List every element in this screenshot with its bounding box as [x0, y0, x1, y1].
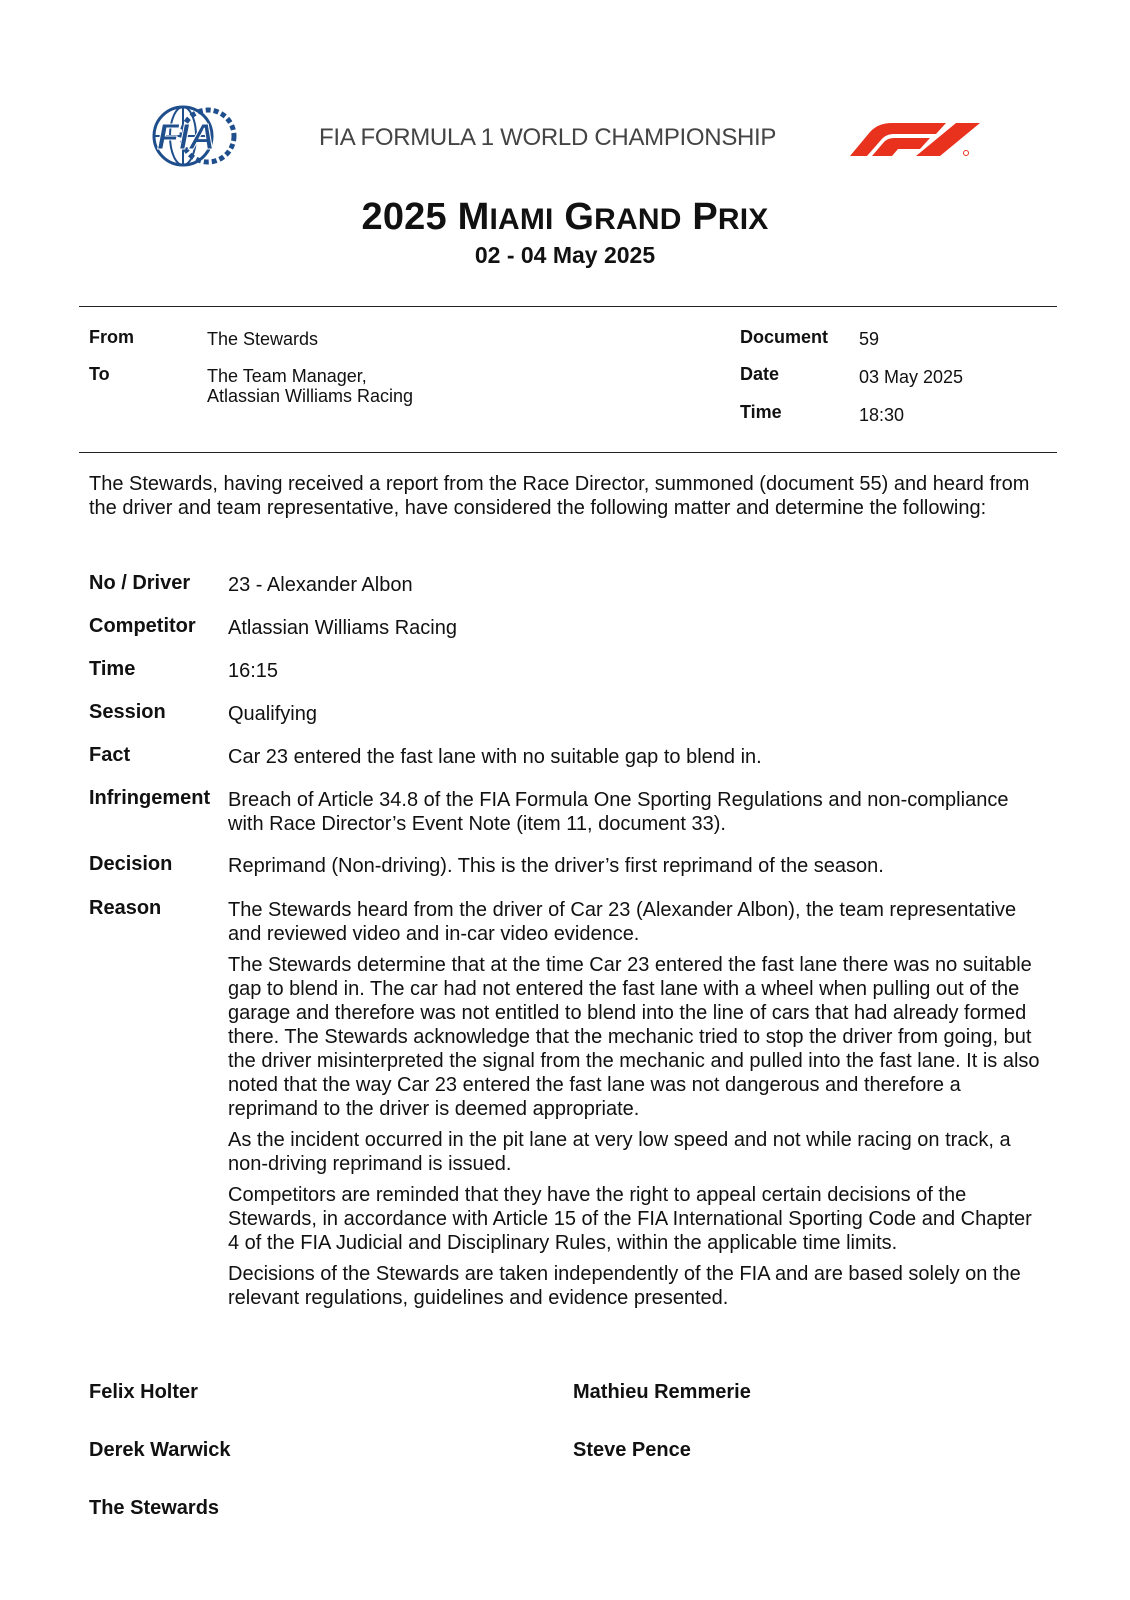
- fact-value: Car 23 entered the fast lane with no suitable gap to blend in.: [228, 746, 762, 768]
- event-title: 2025 MIAMI GRAND PRIX: [361, 196, 769, 238]
- decision-label: Decision: [89, 853, 173, 875]
- document-label: Document: [740, 327, 829, 347]
- signatory-1: Felix Holter: [89, 1381, 198, 1403]
- signatory-3: Derek Warwick: [89, 1439, 231, 1461]
- from-label: From: [89, 327, 134, 347]
- date-label: Date: [740, 364, 780, 384]
- from-value: The Stewards: [207, 329, 319, 349]
- document-value: 59: [859, 329, 880, 349]
- time-value: 18:30: [859, 405, 905, 425]
- fia-logo: [142, 104, 237, 168]
- f1-logo: [850, 120, 985, 158]
- reason-paragraph: The Stewards determine that at the time Car 23 entered the fast lane there was no suitable gap to blend in. The car had not entered the fast lane with a wheel when pulling out of the garage and therefore was not entitled to blend into the line of cars that had already formed there. The Stewards acknowledge that the mechanic tried to stop the driver from going, but the driver misinterpreted the signal from the mechanic and pulled into the fast lane. It is also noted that the way Car 23 entered the fast lane was not dangerous and therefore a reprimand to the driver is deemed appropriate.: [228, 954, 1040, 1120]
- to-line1: The Team Manager,: [207, 366, 367, 386]
- signatory-2: Mathieu Remmerie: [573, 1381, 751, 1403]
- reason-body: [228, 898, 1048, 1317]
- to-line2: Atlassian Williams Racing: [207, 386, 414, 406]
- intro-paragraph: The Stewards, having received a report from the Race Director, summoned (document 55) and heard from the driver and team representative, have considered the following matter and determine the following:: [89, 473, 1030, 519]
- event-dates: 02 - 04 May 2025: [474, 242, 656, 268]
- reason-paragraph: Decisions of the Stewards are taken independently of the FIA and are based solely on the relevant regulations, guidelines and evidence presented.: [228, 1263, 1021, 1309]
- session-value: Qualifying: [228, 703, 317, 725]
- time-label: Time: [740, 402, 782, 422]
- session-time-label: Time: [89, 658, 136, 680]
- driver-label: No / Driver: [89, 572, 191, 594]
- reason-paragraph: As the incident occurred in the pit lane at very low speed and not while racing on track, a non-driving reprimand is issued.: [228, 1129, 1011, 1175]
- infringement-value: Breach of Article 34.8 of the FIA Formula One Sporting Regulations and non-compliance with Race Director’s Event Note (item 11, document 33).: [228, 789, 1009, 835]
- competitor-label: Competitor: [89, 615, 196, 637]
- reason-paragraph: Competitors are reminded that they have the right to appeal certain decisions of the Stewards, in accordance with Article 15 of the FIA International Sporting Code and Chapter 4 of the FIA Judicial and Disciplinary Rules, within the applicable time limits.: [228, 1184, 1032, 1254]
- to-value: [207, 366, 413, 406]
- championship-title: FIA FORMULA 1 WORLD CHAMPIONSHIP: [319, 124, 777, 151]
- infringement-label: Infringement: [89, 787, 211, 809]
- header-divider: [79, 306, 1057, 307]
- decision-value: Reprimand (Non-driving). This is the driver’s first reprimand of the season.: [228, 855, 884, 877]
- competitor-value: Atlassian Williams Racing: [228, 617, 457, 639]
- fact-label: Fact: [89, 744, 131, 766]
- reason-paragraph: The Stewards heard from the driver of Car 23 (Alexander Albon), the team representative and reviewed video and in-car video evidence.: [228, 899, 1017, 945]
- driver-value: 23 - Alexander Albon: [228, 574, 413, 596]
- date-value: 03 May 2025: [859, 367, 964, 387]
- closing-signature: The Stewards: [89, 1497, 220, 1519]
- svg-text:FIA: FIA: [157, 116, 215, 157]
- reason-label: Reason: [89, 897, 162, 919]
- meta-divider: [79, 452, 1057, 453]
- signatory-4: Steve Pence: [573, 1439, 691, 1461]
- to-label: To: [89, 364, 110, 384]
- session-time-value: 16:15: [228, 660, 279, 682]
- session-label: Session: [89, 701, 166, 723]
